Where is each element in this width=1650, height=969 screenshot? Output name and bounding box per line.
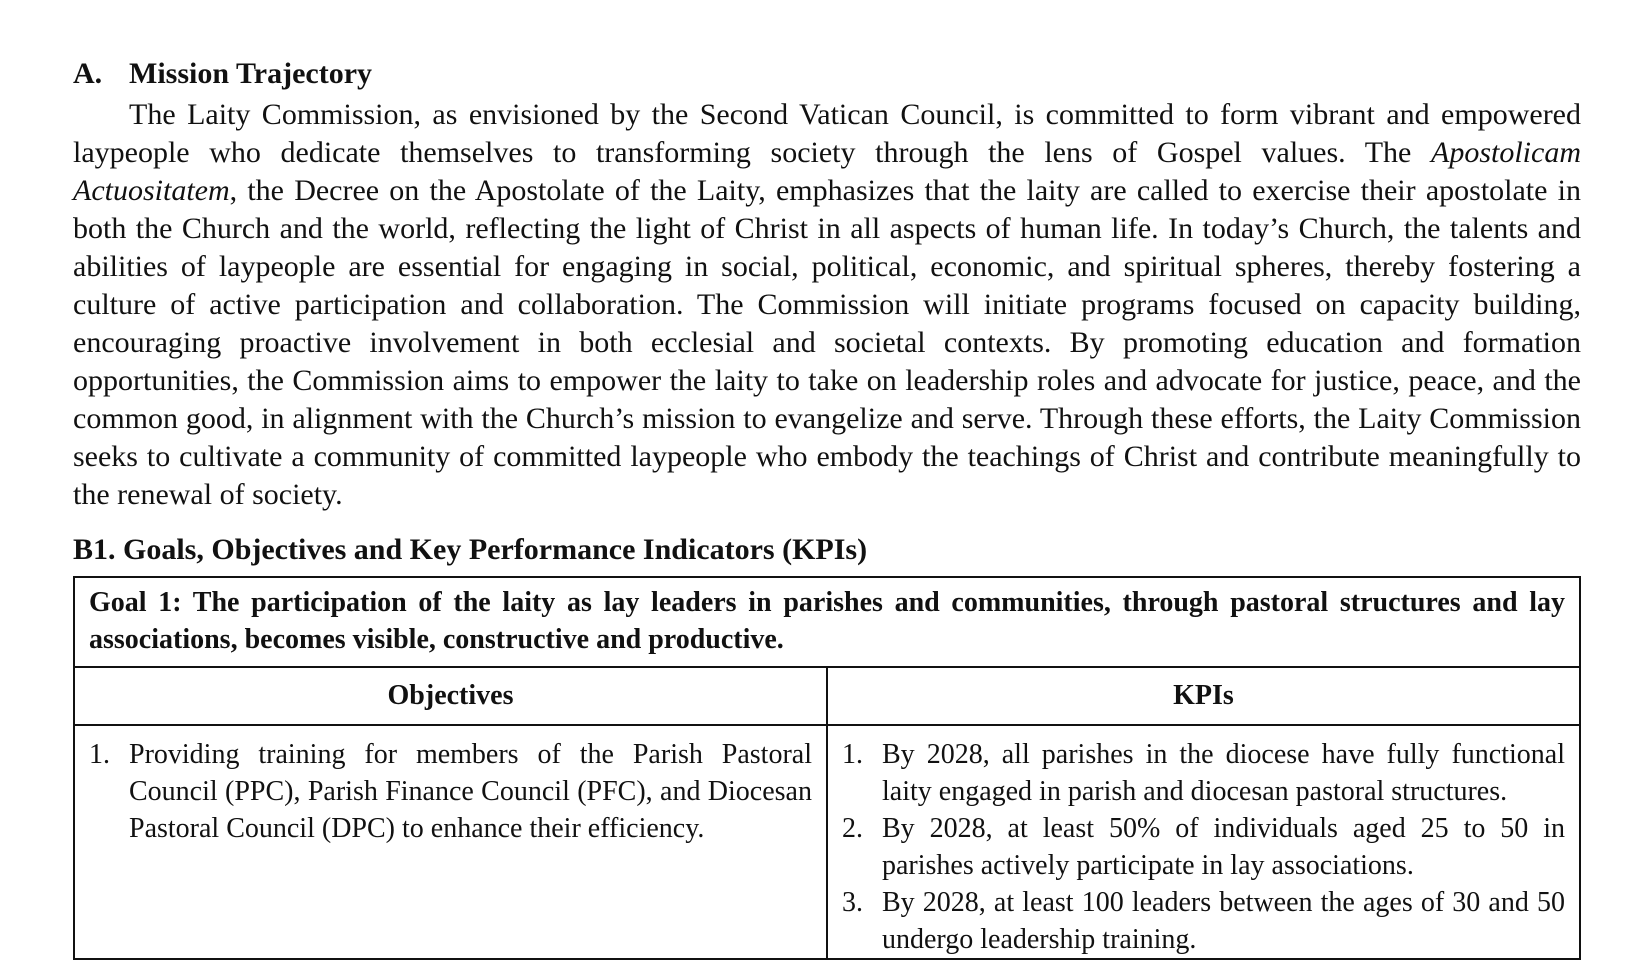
kpi-marker: 1. xyxy=(842,739,863,770)
section-b1-heading: B1. Goals, Objectives and Key Performance Indicators (KPIs) xyxy=(73,533,868,566)
kpi-text: By 2028, at least 100 leaders between the ages of 30 and 50 undergo leadership training. xyxy=(882,887,1565,955)
goals-table xyxy=(73,576,1581,960)
section-a-number: A. xyxy=(73,57,103,90)
objectives-cell xyxy=(74,725,827,959)
decree-title: Apostolicam Actuositatem xyxy=(73,136,1581,207)
kpi-item xyxy=(842,884,1565,958)
kpi-text: By 2028, at least 50% of individuals aged 25 to 50 in parishes actively participate in lay associations. xyxy=(882,813,1565,881)
kpis-cell xyxy=(827,725,1580,959)
kpis-column-header: KPIs xyxy=(827,667,1580,725)
objective-text: Providing training for members of the Parish Pastoral Council (PPC), Parish Finance Council (PFC), and Diocesan Pastoral Council (DPC) to enhance their efficiency. xyxy=(129,739,812,844)
mission-paragraph xyxy=(73,96,1581,514)
mission-paragraph-body: , the Decree on the Apostolate of the Laity, emphasizes that the laity are called to exercise their apostolate in both the Church and the world, reflecting the light of Christ in all aspects of human life. In today’s Church, the talents and abilities of laypeople are essential for engaging in social, political, economic, and spiritual spheres, thereby fostering a culture of active participation and collaboration. The Commission will initiate programs focused on capacity building, encouraging proactive involvement in both ecclesial and societal contexts. By promoting education and formation opportunities, the Commission aims to empower the laity to take on leadership roles and advocate for justice, peace, and the common good, in alignment with the Church’s mission to evangelize and serve. Through these efforts, the Laity Commission seeks to cultivate a community of committed laypeople who embody the teachings of Christ and contribute meaningfully to the renewal of society. xyxy=(73,174,1581,511)
objective-item xyxy=(89,736,812,847)
kpi-marker: 2. xyxy=(842,813,863,844)
objective-marker: 1. xyxy=(89,739,110,770)
goal-1-statement: Goal 1: The participation of the laity as lay leaders in parishes and communities, through pastoral structures and lay associations, becomes visible, constructive and productive. xyxy=(74,577,1580,667)
section-a-heading xyxy=(73,56,1581,92)
goal-row xyxy=(74,577,1580,667)
table-header-row xyxy=(74,667,1580,725)
kpi-item xyxy=(842,810,1565,884)
mission-paragraph-intro: The Laity Commission, as envisioned by the Second Vatican Council, is committed to form vibrant and empowered laypeople who dedicate themselves to transforming society through the lens of Gospel values. The xyxy=(73,98,1581,169)
kpi-marker: 3. xyxy=(842,887,863,918)
kpi-item xyxy=(842,736,1565,810)
kpi-text: By 2028, all parishes in the diocese have fully functional laity engaged in parish and diocesan pastoral structures. xyxy=(882,739,1565,807)
objectives-column-header: Objectives xyxy=(74,667,827,725)
table-row xyxy=(74,725,1580,959)
document-page xyxy=(73,56,1581,960)
section-a-title: Mission Trajectory xyxy=(129,57,373,90)
